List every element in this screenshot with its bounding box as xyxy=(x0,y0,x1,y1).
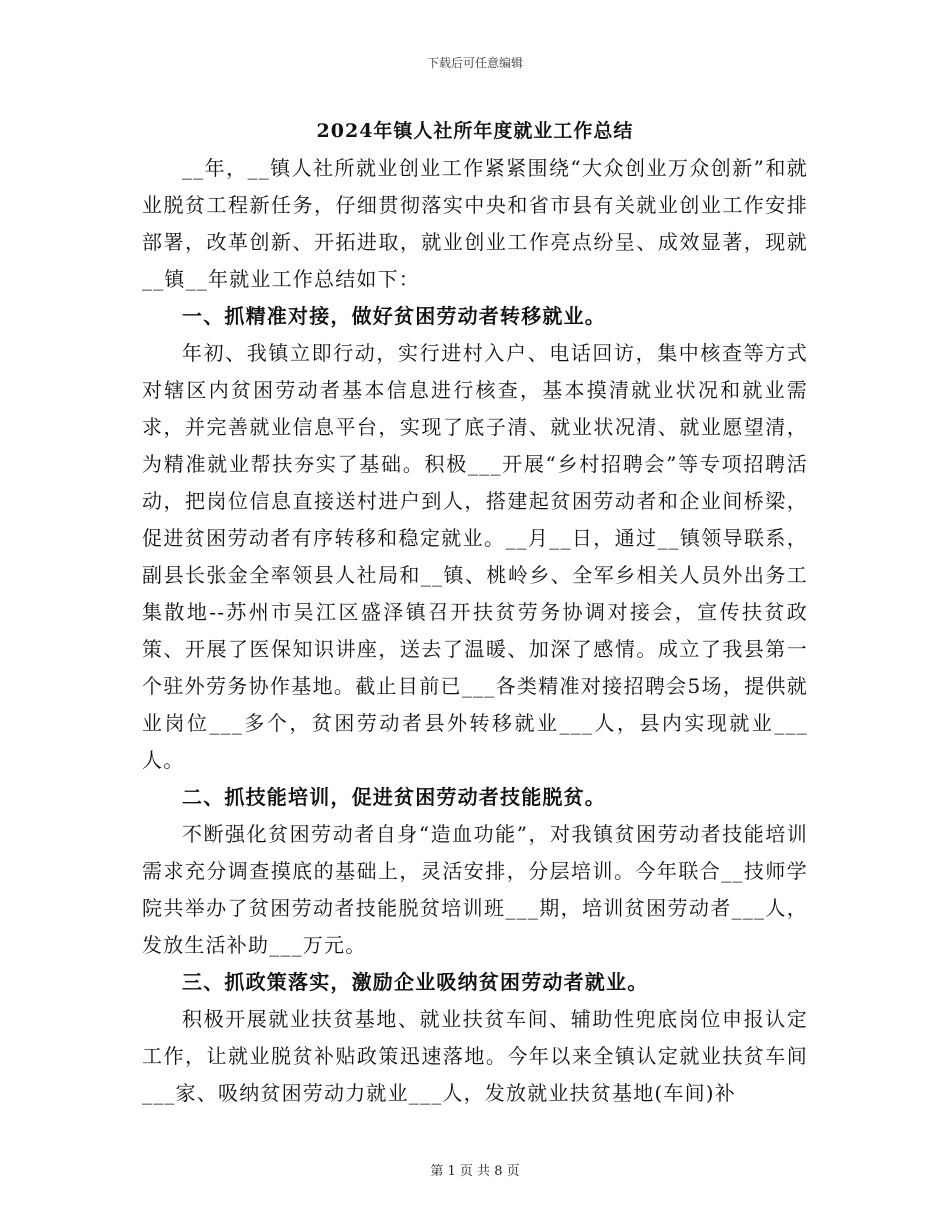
page-header: 下载后可任意编辑 xyxy=(426,56,523,70)
document-title: 2024年镇人社所年度就业工作总结 xyxy=(316,120,634,142)
section-heading-3: 三、抓政策落实，激励企业吸纳贫困劳动者就业。 xyxy=(182,970,649,994)
intro-paragraph: __年，__镇人社所就业创业工作紧紧围绕“大众创业万众创新”和就业脱贫工程新任务，仔细贯彻落实中央和省市县有关就业创业工作安排部署，改革创新、开拓进取，就业创业工作亮点纷呈、成效显著，现就__镇__年就业工作总结如下： xyxy=(142,156,808,291)
page-footer: 第 1 页 共 8 页 xyxy=(430,1164,520,1179)
document-body xyxy=(142,150,808,1112)
section-heading-2: 二、抓技能培训，促进贫困劳动者技能脱贫。 xyxy=(182,785,606,809)
section-2-paragraph: 不断强化贫困劳动者自身“造血功能”，对我镇贫困劳动者技能培训需求充分调查摸底的基础上，灵活安排，分层培训。今年联合__技师学院共举办了贫困劳动者技能脱贫培训班___期，培训贫困劳动者___人，发放生活补助___万元。 xyxy=(142,822,808,957)
section-heading-1: 一、抓精准对接，做好贫困劳动者转移就业。 xyxy=(182,304,606,328)
section-3-paragraph: 积极开展就业扶贫基地、就业扶贫车间、辅助性兜底岗位申报认定工作，让就业脱贫补贴政策迅速落地。今年以来全镇认定就业扶贫车间___家、吸纳贫困劳动力就业___人，发放就业扶贫基地(车间)补 xyxy=(142,1007,808,1105)
section-1-paragraph: 年初、我镇立即行动，实行进村入户、电话回访，集中核查等方式对辖区内贫困劳动者基本信息进行核查，基本摸清就业状况和就业需求，并完善就业信息平台，实现了底子清、就业状况清、就业愿望清，为精准就业帮扶夯实了基础。积极___开展“乡村招聘会”等专项招聘活动，把岗位信息直接送村进户到人，搭建起贫困劳动者和企业间桥梁，促进贫困劳动者有序转移和稳定就业。__月__日，通过__镇领导联系，副县长张金全率领县人社局和__镇、桃岭乡、全军乡相关人员外出务工集散地--苏州市吴江区盛泽镇召开扶贫劳务协调对接会，宣传扶贫政策、开展了医保知识讲座，送去了温暖、加深了感情。成立了我县第一个驻外劳务协作基地。截止目前已___各类精准对接招聘会5场，提供就业岗位___多个，贫困劳动者县外转移就业___人，县内实现就业___人。 xyxy=(142,341,808,772)
